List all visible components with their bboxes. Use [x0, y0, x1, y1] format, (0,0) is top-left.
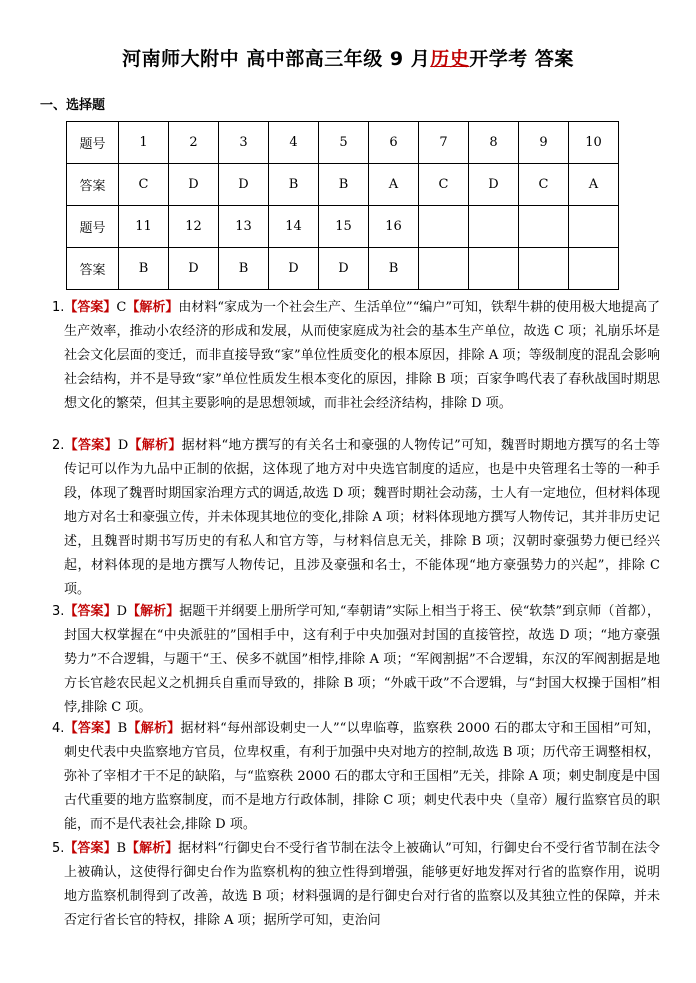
answer-explanation-5: 5.【答案】B【解析】据材料“行御史台不受行省节制在法令上被确认”可知，行御史台不受行省节制在法令上被确认，这使得行御史台作为监察机构的独立性得到增强，能够更好地发挥对行省的监察作用，说明地方监察机制得到了改善，故选 B 项；材料强调的是行御史台对行省的监察以及其独立性的保障，并未否定行省长官的特权，排除 A 项；据所学可知，吏治问 — [52, 841, 660, 928]
answer-explanation-3: 3.【答案】D【解析】据题干并纲要上册所学可知,“奉朝请”实际上相当于将王、侯“软禁”到京师（首都），封国大权掌握在“中央派驻的”国相手中，这有利于中央加强对封国的直接管控，故选 D 项；“地方豪强势力”不合逻辑，与题干“王、侯多不就国”相悖,排除 A 项；“军阀割据”不合逻辑，东汉的军阀割据是地方长官趁农民起义之机拥兵自重而导致的，排除 B 项；“外戚干政”不合逻辑，与“封国大权操于国相”相悖,排除 C 项。 — [52, 604, 660, 715]
table-cell: D — [169, 248, 219, 290]
table-row-label: 题号 — [67, 206, 119, 248]
table-cell: 14 — [269, 206, 319, 248]
table-cell — [519, 248, 569, 290]
table-row-label: 答案 — [67, 164, 119, 206]
table-cell: D — [169, 164, 219, 206]
page-title: 河南师大附中 高中部高三年级 9 月历史开学考 答案 — [122, 48, 574, 70]
table-row-label: 题号 — [67, 122, 119, 164]
table-cell — [469, 206, 519, 248]
answer-explanation-1: 1.【答案】C【解析】由材料“家成为一个社会生产、生活单位”“编户”可知，铁犁牛耕的使用极大地提高了生产效率，推动小农经济的形成和发展，从而使家庭成为社会的基本生产单位，故选 C 项；礼崩乐坏是社会文化层面的变迁，而非直接导致“家”单位性质变化的根本原因，排除 A 项；等级制度的混乱会影响社会结构，并不是导致“家”单位性质发生根本变化的原因，排除 B 项；百家争鸣代表了春秋战国时期思想文化的繁荣，但其主要影响的是思想领域，而非社会经济结构，排除 D 项。 — [52, 300, 660, 411]
table-cell — [519, 206, 569, 248]
table-cell: 10 — [569, 122, 619, 164]
table-cell — [569, 248, 619, 290]
table-cell: 11 — [119, 206, 169, 248]
table-cell: 7 — [419, 122, 469, 164]
table-cell: C — [519, 164, 569, 206]
table-cell: 4 — [269, 122, 319, 164]
table-row-label: 答案 — [67, 248, 119, 290]
section-title: 一、选择题 — [40, 98, 106, 113]
table-cell: B — [369, 248, 419, 290]
table-cell: 12 — [169, 206, 219, 248]
table-cell: D — [269, 248, 319, 290]
table-cell: 6 — [369, 122, 419, 164]
table-cell: 9 — [519, 122, 569, 164]
table-cell: A — [369, 164, 419, 206]
answer-explanation-2: 2.【答案】D【解析】据材料“地方撰写的有关名士和豪强的人物传记”可知，魏晋时期地方撰写的名士等传记可以作为九品中正制的依据，这体现了地方对中央选官制度的适应，也是中央管理名士等的一种手段，体现了魏晋时期国家治理方式的调适,故选 D 项；魏晋时期社会动荡，士人有一定地位，但材料体现地方对名士和豪强立传，并未体现其地位的变化,排除 A 项；材料体现地方撰写人物传记，其并非历史记述，且魏晋时期书写历史的有私人和官方等，与材料信息无关，排除 B 项；汉朝时豪强势力便已经兴起，材料体现的是地方撰写人物传记，且涉及豪强和名士，不能体现“地方豪强势力的兴起”，排除 C 项。 — [52, 438, 660, 597]
table-cell: 2 — [169, 122, 219, 164]
table-cell: C — [419, 164, 469, 206]
table-row — [67, 248, 619, 290]
page-title-subject: 历史 — [430, 48, 470, 70]
table-cell: 16 — [369, 206, 419, 248]
answer-explanation-4: 4.【答案】B【解析】据材料“每州部设刺史一人”“以卑临尊，监察秩 2000 石的郡太守和王国相”可知，刺史代表中央监察地方官员，位卑权重，有利于加强中央对地方的控制,故选 B 项；历代帝王调整相权，弥补了宰相才干不足的缺陷，与“监察秩 2000 石的郡太守和王国相”无关，排除 A 项；刺史制度是中国古代重要的地方监察制度，而不是地方行政体制，排除 C 项；刺史代表中央（皇帝）履行监察官员的职能，而不是代表社会,排除 D 项。 — [52, 721, 660, 832]
table-cell: B — [269, 164, 319, 206]
table-row — [67, 206, 619, 248]
table-cell: 15 — [319, 206, 369, 248]
answer-table — [66, 121, 619, 290]
table-cell — [419, 248, 469, 290]
table-cell — [569, 206, 619, 248]
table-cell: B — [119, 248, 169, 290]
table-cell: 8 — [469, 122, 519, 164]
table-cell — [419, 206, 469, 248]
table-cell: D — [469, 164, 519, 206]
table-row — [67, 122, 619, 164]
table-cell: 5 — [319, 122, 369, 164]
table-cell: B — [219, 248, 269, 290]
table-cell: 13 — [219, 206, 269, 248]
table-cell: 1 — [119, 122, 169, 164]
table-cell: C — [119, 164, 169, 206]
table-cell: B — [319, 164, 369, 206]
table-cell: D — [219, 164, 269, 206]
table-row — [67, 164, 619, 206]
table-cell: D — [319, 248, 369, 290]
table-cell — [469, 248, 519, 290]
table-cell: 3 — [219, 122, 269, 164]
table-cell: A — [569, 164, 619, 206]
